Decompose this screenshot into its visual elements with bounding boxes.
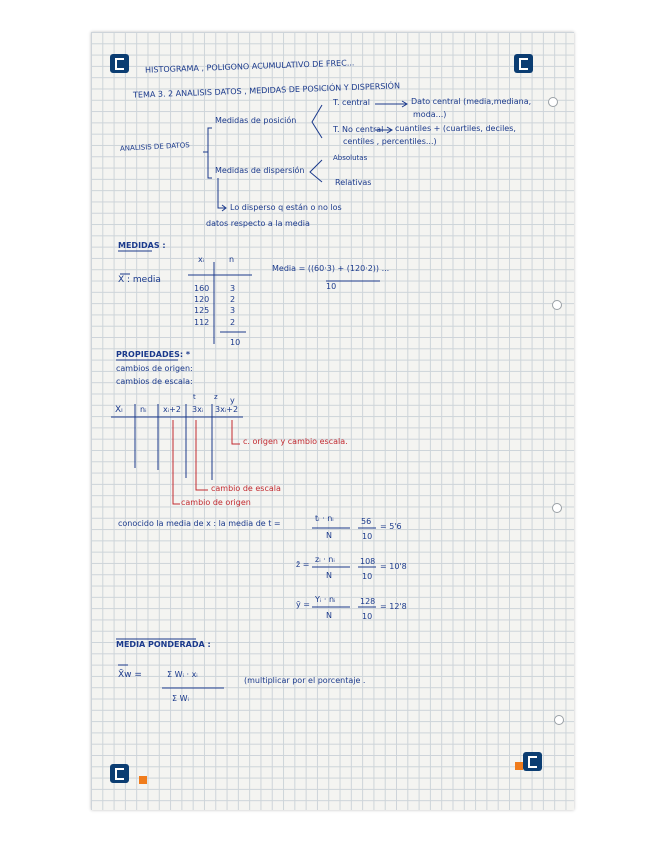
- tree-noncentral-def2: centiles , percentiles...): [343, 137, 437, 146]
- z-lhs: z̄ =: [296, 560, 310, 569]
- row-x: 120: [194, 295, 210, 304]
- letter-t: t: [193, 393, 196, 401]
- tree-central: T. central: [333, 98, 370, 107]
- row-n: 3: [230, 284, 236, 293]
- row-n: 3: [230, 306, 236, 315]
- ponderada-lhs: X̄w =: [118, 670, 142, 680]
- tree-position: Medidas de posición: [215, 116, 297, 125]
- page-title: HISTOGRAMA , POLIGONO ACUMULATIVO DE FREC...: [144, 58, 355, 75]
- t-result: = 5'6: [380, 522, 402, 531]
- y-den: N: [326, 611, 332, 620]
- row-n: 2: [230, 295, 236, 304]
- propiedades-line2: cambios de escala:: [116, 377, 193, 386]
- tree-noncentral: T. No central: [333, 125, 384, 134]
- tree-note1: Lo disperso q están o no los: [230, 203, 342, 212]
- col-header: nᵢ: [140, 405, 147, 414]
- tree-central-def: Dato central (media,mediana,: [411, 97, 532, 106]
- tree-root: ANALISIS DE DATOS: [119, 141, 190, 153]
- ponderada-num: Σ Wᵢ · xᵢ: [167, 670, 198, 679]
- z-num: zᵢ · nᵢ: [315, 555, 335, 564]
- y-result: = 12'8: [380, 602, 407, 611]
- col-header: Xᵢ: [115, 405, 123, 415]
- media-formula-den: 10: [326, 282, 337, 291]
- y-num: Yᵢ · nᵢ: [315, 595, 336, 604]
- propiedades-heading: PROPIEDADES: *: [116, 350, 190, 359]
- t-num: tᵢ · nᵢ: [315, 514, 334, 523]
- y-val: 128: [360, 597, 376, 606]
- media-formula: Media = ((60·3) + (120·2)) ...: [272, 264, 390, 273]
- row-x: 160: [194, 284, 210, 293]
- tree-note2: datos respecto a la media: [206, 219, 310, 228]
- intro-line: conocido la media de x : la media de t =: [118, 519, 281, 528]
- col-header: 3xᵢ: [192, 405, 204, 414]
- z-den: N: [326, 571, 332, 580]
- tree-relativas: Relativas: [335, 178, 372, 187]
- n-total: 10: [230, 338, 241, 347]
- z-val-den: 10: [362, 572, 373, 581]
- y-val-den: 10: [362, 612, 373, 621]
- tree-noncentral-def: cuantiles + (cuartiles, deciles,: [395, 124, 516, 133]
- letter-y: y: [230, 396, 235, 405]
- col-x-header: xᵢ: [198, 255, 205, 264]
- row-x: 125: [194, 306, 210, 315]
- tree-absolutas: Absolutas: [333, 154, 368, 162]
- col-header: xᵢ+2: [163, 405, 181, 414]
- ponderada-note: (multiplicar por el porcentaje .: [244, 676, 366, 685]
- ponderada-heading: MEDIA PONDERADA :: [116, 640, 211, 649]
- t-val: 56: [361, 517, 372, 526]
- t-den: N: [326, 531, 332, 540]
- col-n-header: n: [229, 255, 235, 264]
- note-cambio-escala: cambio de escala: [211, 484, 281, 493]
- ponderada-den: Σ Wᵢ: [172, 694, 189, 703]
- t-val-den: 10: [362, 532, 373, 541]
- note-cambio-origen: cambio de origen: [181, 498, 251, 507]
- tree-central-def2: moda...): [413, 110, 447, 119]
- z-result: = 10'8: [380, 562, 407, 571]
- z-val: 108: [360, 557, 376, 566]
- tree-dispersion: Medidas de dispersión: [215, 166, 305, 175]
- xbar-media: X : media: [118, 275, 161, 285]
- row-x: 112: [194, 318, 210, 327]
- medidas-heading: MEDIDAS :: [118, 241, 166, 250]
- letter-z: z: [214, 393, 218, 401]
- col-header: 3xᵢ+2: [215, 405, 239, 414]
- topic-title: TEMA 3. 2 ANALISIS DATOS , MEDIDAS DE POSICIÓN Y DISPERSIÓN: [132, 81, 401, 100]
- row-n: 2: [230, 318, 236, 327]
- y-lhs: ȳ =: [296, 600, 310, 609]
- note-origen-escala: c. origen y cambio escala.: [243, 437, 348, 446]
- propiedades-line1: cambios de origen:: [116, 364, 193, 373]
